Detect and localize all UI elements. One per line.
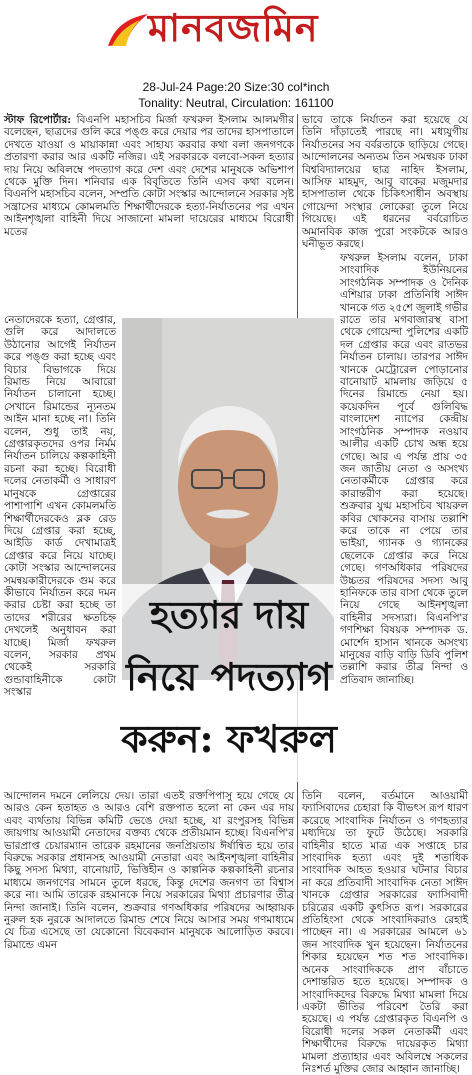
article-text: নেতাদেরকে হত্যা, গ্রেপ্তার, গুলি করে আদালতে উঠানোর আগেই নির্যাতন করে পঙ্গু করা হচ্ছে এবং বিচার বিভাগকে দিয়ে রিমান্ড নিয়ে আবারো নির্যাতন চালানো হচ্ছে। সেখানে রিমান্ডের ন্যূনতম আইন মানা হচ্ছে না। তিনি বলেন, শুধু তাই নয়, গ্রেপ্তারকৃতদের ওপর নির্মম নির্যাতন চালিয়ে কল্পকাহিনী রচনা করা হচ্ছে। বিরোধী দলের নেতাকর্মী ও সাধারণ মানুষকে গ্রেপ্তারের পাশাপাশি এখন কোমলমতি শিক্ষার্থীদেরকেও ব্লক রেড দিয়ে গ্রেপ্তার করা হচ্ছে, আইডি কার্ড দেখামাত্রই গ্রেপ্তার করে নিয়ে যাচ্ছে। কোটা সংস্কার আন্দোলনের সমন্বয়কারীদেরকে গুম করে কীভাবে নির্যাতন করে দমন করার চেষ্টা করা হচ্ছে তা তাদের শরীরের ক্ষতচিহ্ন দেখলেই অনুধাবন করা যাচ্ছে। মির্জা ফখরুল বলেন, সরকার প্রথম থেকেই সরকারি গুন্ডাবাহিনীকে কোটা সংস্কার <box>4 314 116 699</box>
masthead <box>0 0 472 78</box>
article-text: ফখরুল ইসলাম বলেন, ঢাকা সাংবাদিক ইউনিয়নের সাংগঠনিক সম্পাদক ও দৈনিক এশিয়ার ঢাকা প্রতিনিধি সাঈদ খানকে গত ২৫শে জুলাই গভীর রাতে তার মগবাজারস্থ বাসা থেকে গোয়েন্দা পুলিশের একটি দল গ্রেপ্তার করে এবং রাতভর নির্যাতন চালায়। তারপর সাঈদ খানকে মেট্রোরেল পোড়ানোর বানোয়াট মামলায় জড়িয়ে ৫ দিনের রিমান্ডে নেয়া হয়। কয়েকদিন পূর্বে গুলিবিদ্ধ বাংলাদেশ ন্যাপের কেন্দ্রীয় সাংগঠনিক সম্পাদক নওয়াব আলীর একটি চোখ অন্ধ হয়ে গেছে। আর এ পর্যন্ত প্রায় ৩৫ জন জাতীয় নেতা ও অসংখ্য নেতাকর্মীকে গ্রেপ্তার করে কারান্তরীণ করা হয়েছে। শুক্রবার যুগ্ম মহাসচিব খায়রুল কবির খোকনের বাসায় তল্লাশি করে তাকে না পেয়ে তার ভাইয়া, গ্যানক ও গ্যানকের ছেলেকে গ্রেপ্তার করে নিয়ে গেছে। গণঅধিকার পরিষদের উচ্চতর পরিষদের সদস্য আবু হানিফকে তার বাসা থেকে তুলে নিয়ে গেছে আইনশৃঙ্খলা বাহিনীর সদস্যরা। বিএনপি'র গণশিক্ষা বিষয়ক সম্পাদক ড. মোর্শেদ হাসান খানকে অসংখ্য মানুষের বাড়ি বাড়ি ডিবি পুলিশ তল্লাশি করার তীব্র নিন্দা ও প্রতিবাদ জানাচ্ছি। <box>340 252 468 686</box>
headline-line-2: নিয়ে পদত্যাগ <box>126 654 332 699</box>
flag-logo-icon <box>104 10 150 50</box>
masthead-title: মানবজমিন <box>148 5 319 50</box>
article-text: ভাবে তাকে নির্যাতন করা হয়েছে যে তিনি দাঁড়াতেই পারছে না। মধ্যযুগীয় নির্যাতনের সব বর্বরতাকে ছাড়িয়ে গেছে। আন্দোলনের অন্যতম তিন সমন্বয়ক ঢাকা বিশ্ববিদ্যালয়ের ছাত্র নাহিদ ইসলাম, আসিফ মাহমুদ, আবু বাকের মজুমদার হাসপাতাল থেকে চিকিৎসাধীন অবস্থায় গোয়েন্দা সংস্থার লোকেরা তুলে নিয়ে গিয়েছে। এই ধরনের বর্বরোচিত অমানবিক কাজ পুরো সংকটকে আরও ঘনীভূত করছে। <box>302 114 468 251</box>
article-column-bottom-right <box>302 790 468 1075</box>
article-column-right-top <box>302 114 468 251</box>
clipping-meta-date: 28-Jul-24 Page:20 Size:30 col*inch <box>142 80 330 94</box>
headline <box>118 584 340 782</box>
headline-line-1: হত্যার দায় <box>149 592 308 637</box>
article-text: তিনি বলেন, বর্তমানে আওয়ামী ফ্যাসিবাদের চেহারা কি বীভৎস রূপ ধারণ করেছে সাংবাদিক নির্যাতন ও গণহত্যার মধ্যদিয়ে তা ফুটে উঠেছে। সরকারি বাহিনীর হাতে মাত্র এক সপ্তাহে চার সাংবাদিক হত্যা এবং দুই শতাধিক সাংবাদিক আহত হওয়ার ঘটনার বিচার না করে প্রতিবাদী সাংবাদিক নেতা সাঈদ খানকে গ্রেপ্তার সরকারের ফ্যাসিবাদী চরিত্রের একটি কুৎসিত রূপ। সরকারের প্রতিহিংসা থেকে সাংবাদিকরাও রেহাই পাচ্ছেন না। এ সরকারের আমলে ৬১ জন সাংবাদিক খুন হয়েছেন। নির্যাতনের শিকার হয়েছেন শত শত সাংবাদিক। অনেক সাংবাদিককে প্রাণ বাঁচাতে দেশান্তরিত হতে হয়েছে। সম্পাদক ও সাংবাদিকদের বিরুদ্ধে মিথ্যা মামলা দিয়ে একটা ভীতির পরিবেশ তৈরি করা হয়েছে। এ পর্যন্ত গ্রেপ্তারকৃত বিএনপি ও বিরোধী দলের সকল নেতাকর্মী এবং শিক্ষার্থীদের বিরুদ্ধে দায়েরকৃত মিথ্যা মামলা প্রত্যাহার এবং অবিলম্বে সকলের নিঃশর্ত মুক্তির জোর আহ্বান জানাচ্ছি। <box>302 790 468 1075</box>
article <box>4 114 468 1075</box>
article-column-bottom-left <box>4 790 294 1010</box>
byline: স্টাফ রিপোর্টার: <box>4 114 72 126</box>
headline-line-3: করুন: ফখরুল <box>121 716 337 761</box>
article-column-left-mid <box>4 314 116 784</box>
article-column-right-mid <box>340 252 468 782</box>
article-text: বিএনপি মহাসচিব মির্জা ফখরুল ইসলাম আলমগীর বলেছেন, ছাত্রদের গুলি করে পঙ্গু করে দেয়ার পর তাদের হাসপাতালে দেখতে যাওয়া ও মায়াকান্না এবং সাহায্য করবার কথা বলা জনগণকে প্রতারণা করার আর একটি নজির। এই সরকারকে বলবো-সকল হত্যার দায় নিয়ে অবিলম্বে পদত্যাগ করে দেশ এবং দেশের মানুষকে অভিশাপ থেকে মুক্তি দিন। শনিবার এক বিবৃতিতে তিনি এসব কথা বলেন। বিএনপি মহাসচিব বলেন, সম্প্রতি কোটা সংস্কার আন্দোলনে সরকার সৃষ্ট সন্ত্রাসের মাধ্যমে কোমলমতি শিক্ষার্থীদেরকে হত্যা-নির্যাতনের পর এখন আইনশৃঙ্খলা বাহিনী দিয়ে সাজানো মামলা দায়েরের মাধ্যমে বিরোধী মতের <box>4 114 295 238</box>
article-text: আন্দোলন দমনে লেলিয়ে দেয়। তারা এতই রক্তপিপাসু হয়ে গেছে যে আরও কেন হতাহত ও আরও বেশি রক্তপাত হলো না কেন এর দায় এবং ব্যর্থতায় বিভিন্ন কমিটি ভেঙে দেয়া হচ্ছে, যা রংপুরসহ বিভিন্ন জায়গায় আওয়ামী নেতাদের বক্তব্য থেকে প্রতীয়মান হচ্ছে। বিএনপি'র ভারপ্রাপ্ত চেয়ারম্যান তারেক রহমানের জনপ্রিয়তায় ঈর্ষান্বিত হয়ে তার বিরুদ্ধে সরকার প্রধানসহ আওয়ামী নেতারা এবং আইনশৃঙ্খলা বাহিনীর কিছু সদস্য মিথ্যা, বানোয়াট, ভিত্তিহীন ও কাল্পনিক কল্পকাহিনী রচনার মাধ্যমে জনগণের সামনে তুলে ধরছে, কিন্তু দেশের জনগণ তা বিশ্বাস করে না। আমি তারেক রহমানকে নিয়ে সরকারের মিথ্যা প্রচারণার তীব্র নিন্দা জানাই। তিনি বলেন, শুক্রবার গণঅধিকার পরিষদের আহ্বায়ক নুরুল হক নুরকে আদালতে রিমান্ড শেষে নিয়ে আসার সময় গণমাধ্যমে যে চিত্র এসেছে তা যেকোনো বিবেকবান মানুষকে আলোড়িত করবে। রিমান্ডে এমন <box>4 790 294 951</box>
clipping-meta-tonality: Tonality: Neutral, Circulation: 161100 <box>138 96 334 110</box>
article-column-left-top <box>4 114 295 238</box>
